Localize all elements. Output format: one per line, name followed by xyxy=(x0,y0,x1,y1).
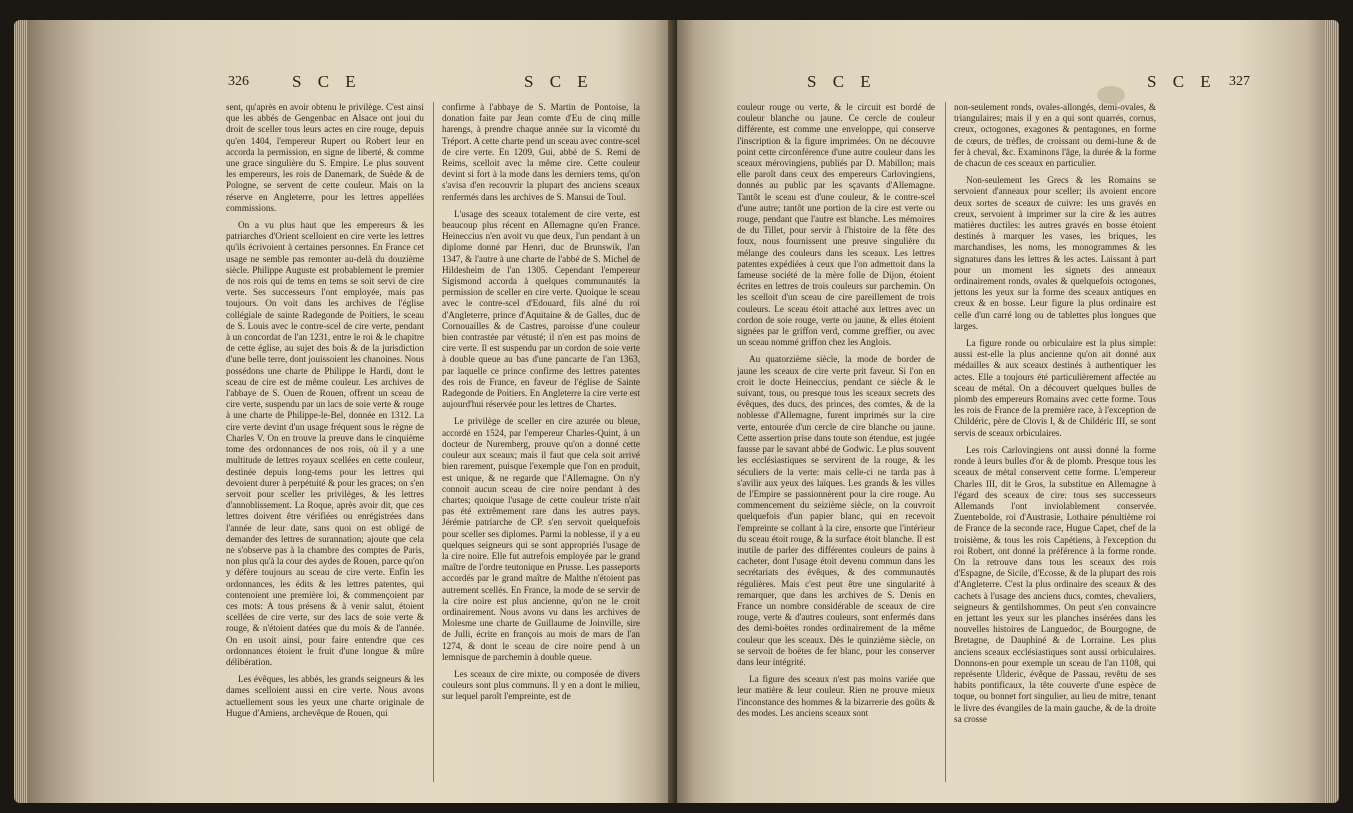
left-page xyxy=(14,20,676,803)
paragraph: On a vu plus haut que les empereurs & les patriarches d'Orient scelloient en cire verte les lettres qu'ils écrivoient à certaines personnes. En France cet usage ne semble pas remonter au-delà du douzième siècle. Philippe Auguste est probablement le premier de nos rois qui de tems en tems se soit servi de cire verte. Ses successeurs l'ont employée, mais pas toujours. On voit dans les archives de l'église collégiale de sainte Radegonde de Poitiers, le sceau de S. Louis avec le contre-scel de cire verte, pendant à un concordat de l'an 1231, entre le roi & le chapitre de cette église, au sujet des bois & de la jurisdiction d'une belle terre, dont jouissoient les chanoines. Nous possédons une charte de Philippe le Hardi, dont le sceau de cire est de même couleur. Les archives de l'abbaye de S. Ouen de Rouen, offrent un sceau de cire verte, suspendu par un lacs de soie verte & rouge à une charte de Philippe-le-Bel, donnée en 1312. La cire verte devint d'un usage fréquent sous le règne de Charles V. On en trouve la preuve dans le cinquième tome des ordonnances de nos rois, où il y a une multitude de lettres royaux scellées en cette couleur, destinée depuis long-tems pour les lettres qui devoient durer à perpétuité & pour les graces; on s'en servoit pour sceller les privilèges, & les lettres d'annoblissement. La Roque, après avoir dit, que ces lettres doivent être vérifiées ou enrégistrées dans l'année de leur date, sans quoi on est obligé de demander des lettres de surannation; ajoute que cela ne s'observe pas à la chambre des comptes de Paris, non plus qu'à la cour des aydes de Rouen, parce qu'on y défère toujours au sceau de cire verte. Enfin les ordonnances, les édits & les lettres patentes, qui contenoient une première loi, & commençoient par ces mots: A tous présens & à venir salut, étoient scellées de cire verte, sur des lacs de soie verte & rouge, & n'étoient datées que du mois & de l'année. On en usoit ainsi, pour faire entendre que ces ordonnances étoient le fruit d'une longue & mûre délibération. xyxy=(226,220,424,667)
paragraph: Non-seulement les Grecs & les Romains se servoient d'anneaux pour sceller; ils avoient encore deux sortes de sceaux de cuivre: les uns gravés en creux, servoient à imprimer sur la cire & les autres matières ductiles: les autres gravés en bosse étoient destinés à marquer les vases, les briques, les marchandises, les noms, les monogrammes & les signatures dans les lettres & les actes. Laissant à part pour un moment les signets des anneaux ordinairement ronds, ovales & quelquefois octogones, jettons les yeux sur la forme des sceaux antiques en creux & en bosse. Leur figure la plus ordinaire est celle d'un carré long ou de tablettes plus longues que larges. xyxy=(954,175,1156,331)
paragraph: Au quatorzième siècle, la mode de border de jaune les sceaux de cire verte prit faveur. Si l'on en croit le docte Heineccius, pendant ce siècle & le suivant, tous, ou presque tous les sceaux secrets des évêques, des ducs, des princes, des comtes, & de la noblesse d'Allemagne, furent imprimés sur la cire verte, entourée d'un cercle de cire blanche ou jaune. Cette assertion prise dans toute son étendue, est jugée fausse par le savant abbé de Godwic. Le plus souvent les ecclésiastiques se servirent de la rouge, & les séculiers de la verte: mais celle-ci ne tarda pas à s'avilir aux yeux des laïques. Les grands & les villes de l'Empire se passionnèrent pour la cire rouge. Au commencement du seizième siècle, on la couvroit quelquefois d'un papier blanc, qui en recevoit l'empreinte se collant à la cire, ensorte que l'intérieur du sceau étoit rouge, & la surface étoit blanche. Il est inutile de parler des différentes couleurs de pains à cacheter, dont l'usage étoit devenu commun dans les secrétariats des évêques, & des communautés régulières. Mais c'est peut être une singularité à remarquer, que dans les archives de S. Denis en France un nombre considérable de sceaux de cire rouge, verte & d'autres couleurs, sont enfermés dans des demi-boëtes rondes ordinairement de la même couleur que les sceaux. Dès le quinzième siècle, on se servoit de boëtes de fer blanc, pour les conserver dans leur intégrité. xyxy=(737,354,935,667)
left-page-number: 326 xyxy=(228,74,249,89)
stain xyxy=(1097,86,1125,104)
right-running-head-1: S C E xyxy=(807,72,877,91)
left-running-head-2: S C E xyxy=(524,72,594,91)
left-column-2 xyxy=(442,102,640,782)
right-running-head-2: S C E xyxy=(1147,72,1217,91)
paragraph: La figure ronde ou orbiculaire est la plus simple: aussi est-elle la plus ancienne qu'on ait donné aux médailles & aux sceaux destinés à authentiquer les actes. Elle a toujours été particulièrement affectée au sceau de métal. On a découvert quelques bulles de plomb des empereurs Romains avec cette forme. Tous les rois de France de la première race, à l'exception de Childéric, père de Clovis I, & de Childéric III, se sont servis de sceaux orbiculaires. xyxy=(954,338,1156,438)
column-rule xyxy=(433,102,434,782)
column-rule xyxy=(945,102,946,782)
paragraph: confirme à l'abbaye de S. Martin de Pontoise, la donation faite par Jean comte d'Eu de cinq mille harengs, à prendre chaque année sur la vicomté du Tréport. A cette charte pend un sceau avec contre-scel de cire verte. En 1209, Gui, abbé de S. Remi de Reims, scelloit avec la même cire. Cette couleur devint si fort à la mode dans les derniers tems, qu'on s'avisa d'en recouvrir la plupart des anciens sceaux renfermés dans les archives de S. Mansui de Toul. xyxy=(442,102,640,202)
paragraph: Les évêques, les abbés, les grands seigneurs & les dames scelloient aussi en cire verte. Nous avons actuellement sous les yeux une charte originale de Hugue d'Amiens, archevêque de Rouen, qui xyxy=(226,674,424,718)
paragraph: sent, qu'après en avoir obtenu le privilège. C'est ainsi que les abbés de Gengenbac en Alsace ont joui du droit de sceller tous leurs actes en cire rouge, depuis qu'en 1404, l'empereur Rupert ou Robert leur en accorda la permission, en signe de liberté, & comme une grace singulière du S. Empire. Le plus souvent les empereurs, les rois de Danemark, de Suède & de Pologne, se servent de cette couleur. Mais on la réserve en Angleterre, pour les lettres appellées commissions. xyxy=(226,102,424,213)
right-column-1 xyxy=(737,102,935,782)
left-column-1 xyxy=(226,102,424,782)
paragraph: couleur rouge ou verte, & le circuit est bordé de couleur blanche ou jaune. Ce cercle de couleur différente, est comme une enveloppe, qui conserve l'inscription & la figure imprimées. On ne découvre point cette circonférence d'une autre couleur dans les sceaux mérovingiens, publiés par D. Mabillon; mais elle paroît dans ceux des empereurs Carlovingiens, donnés au public par les sçavants d'Allemagne. Tantôt le sceau est d'une couleur, & le contre-scel d'une autre; tantôt une portion de la cire est verte ou rouge, pendant que l'autre est blanche. Les mémoires de du Tillet, pour servir à l'histoire de la fête des foux, nous fournissent une preuve singulière du mélange des couleurs dans les sceaux. Les lettres patentes expédiées à ceux que l'on admettoit dans la fameuse société de la mère folle de Dijon, étoient écrites en lettres de trois couleurs sur parchemin. On les scelloit d'un sceau de cire pareillement de trois couleurs. Le sceau étoit attaché aux lettres avec un cordon de soie rouge, verte ou jaune, & elles étoient signées par le griffon verd, comme greffier, ou avec un sceau nommé griffon chez les Anglois. xyxy=(737,102,935,348)
paragraph: Les rois Carlovingiens ont aussi donné la forme ronde à leurs bulles d'or & de plomb. Presque tous les sceaux de métal conservent cette forme. L'empereur Charles III, dit le Gros, la substitue en Allemagne à l'égard des sceaux de cire: tous ses successeurs Allemands l'ont inviolablement conservée. Zuentebolde, roi d'Austrasie, Lothaire pénultième roi de France de la seconde race, Hugue Capet, chef de la troisième, & tous les rois Capétiens, à l'exception du roi Robert, ont donné la préférence à la forme ronde. On la retrouve dans tous les sceaux des rois d'Espagne, de Sicile, d'Ecosse, & de la plupart des rois d'Angleterre. C'est la plus ordinaire des sceaux & des cachets à l'usage des anciens ducs, comtes, chevaliers, seigneurs & gentilshommes. On peut s'en convaincre en jettant les yeux sur les planches insérées dans les nouvelles histoires de Languedoc, de Bourgogne, de Bretagne, de Dauphiné & de Lorraine. Les plus anciens sceaux ecclésiastiques sont aussi orbiculaires. Donnons-en pour exemple un sceau de l'an 1108, qui représente Ulderic, évêque de Passau, revêtu de ses habits pontificaux, la tête couverte d'une espèce de toque, ou bonnet fort singulier, au lieu de mitre, tenant le livre des évangiles de la main gauche, & de la droite sa crosse xyxy=(954,444,1156,724)
paragraph: Le privilège de sceller en cire azurée ou bleue, accordé en 1524, par l'empereur Charles-Quint, à un docteur de Nuremberg, prouve qu'on a donné cette couleur aux sceaux; mais il faut que cela soit arrivé bien rarement, puisque l'exemple que l'on en produit, est unique, & ne regarde que l'Allemagne. On n'y connoit aucun sceau de cire noire pendant à des chartes; quoique l'usage de cette couleur triste n'ait pas été extrêmement rare dans les autres pays. Jérémie patriarche de CP. s'en servoit quelquefois pour sceller ses diplomes. Parmi la noblesse, il y a eu quelques seigneurs qui se sont appropriés l'usage de la cire noire. Elle fut autrefois employée par le grand maître de l'ordre teutonique en Prusse. Les passeports accordés par le grand maître de Malthe n'étoient pas autrement scellés. En France, la mode de se servir de la cire noire est plus ancienne, qu'on ne le croit ordinairement. Nous avons vu dans les archives de Molesme une charte de Guillaume de Joinville, sire de Julli, écrite en françois au mois de mars de l'an 1274, & dont le sceau de cire noire pend à un lemnisque de parchemin à double queue. xyxy=(442,416,640,662)
right-column-2 xyxy=(954,102,1156,782)
paragraph: La figure des sceaux n'est pas moins variée que leur matière & leur couleur. Rien ne prouve mieux l'inconstance des hommes & la bizarrerie des goûts & des modes. Les anciens sceaux sont xyxy=(737,674,935,718)
page-edge xyxy=(14,20,28,803)
book-spread xyxy=(14,20,1339,803)
page-edge xyxy=(1325,20,1339,803)
left-running-head-1: S C E xyxy=(292,72,362,91)
right-page xyxy=(677,20,1339,803)
paragraph: non-seulement ronds, ovales-allongés, demi-ovales, & triangulaires; mais il y en a qui sont quarrés, cornus, creux, octogones, exagones & pentagones, en forme de cœurs, de trèfles, de croissant ou demi-lune & de fer à cheval, &c. Examinons l'âge, la durée & la forme de chacun de ces sceaux en particulier. xyxy=(954,102,1156,169)
paragraph: L'usage des sceaux totalement de cire verte, est beaucoup plus récent en Allemagne qu'en France. Heineccius n'en avoit vu que deux, l'un pendant à un diplome donné par Henri, duc de Brunswik, l'an 1347, & l'autre à une charte de l'abbé de S. Michel de Hildesheim de l'an 1305. Cependant l'empereur Sigismond accorda à quelques communautés la permission de sceller en cire verte. Quoique le sceau avec le contre-scel d'Edouard, fils aîné du roi d'Angleterre, prince d'Aquitaine & de Galles, duc de Cornouailles & de Castres, paroisse d'une couleur bien contrastée par vétusté; il n'en est pas moins de cire verte. Il est suspendu par un cordon de soie verte à double queue au bas d'une pancarte de l'an 1363, par laquelle ce prince confirme des lettres patentes des rois de France, en faveur de l'église de Sainte Radegonde de Poitiers. En Angleterre la cire verte est aujourd'hui réservée pour les lettres de Chartes. xyxy=(442,208,640,410)
paragraph: Les sceaux de cire mixte, ou composée de divers couleurs sont plus communs. Il y en a dont le milieu, sur lequel paroît l'empreinte, est de xyxy=(442,668,640,702)
right-page-number: 327 xyxy=(1229,74,1250,89)
